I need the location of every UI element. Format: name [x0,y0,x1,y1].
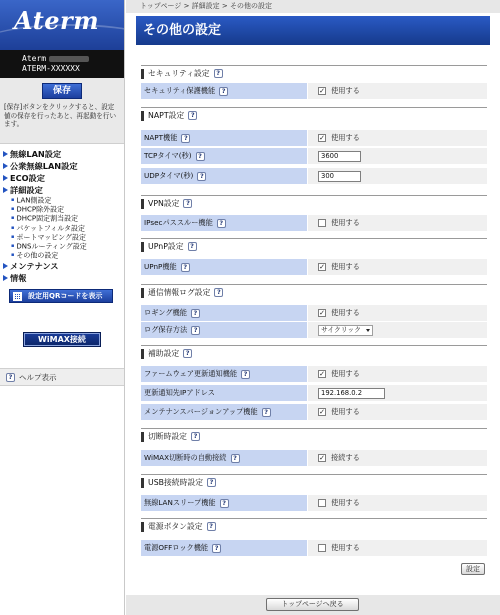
setting-label: UDPタイマ(秒) ? [141,168,308,184]
setting-value [308,148,487,164]
setting-label: 電源OFFロック機能 ? [141,540,308,556]
section-divider [141,195,487,196]
setting-value [308,404,487,420]
help-icon[interactable]: ? [220,499,229,508]
help-icon[interactable]: ? [262,408,271,417]
setting-label: NAPT機能 ? [141,130,308,146]
setting-label: 更新通知先IPアドレス [141,385,308,401]
wimax-connect-button[interactable]: WiMAX接続 [23,332,101,347]
security-protection-checkbox[interactable]: ✓ [319,86,325,95]
model-info [0,50,124,78]
chevron-down-icon [366,329,370,332]
setting-value [308,450,487,466]
setting-label: ファームウェア更新通知機能 ? [141,366,308,382]
aterm-logo [0,0,124,50]
wimax-auto-checkbox[interactable]: ✓ [319,453,325,462]
arrow-right-icon [3,187,8,193]
qr-code-icon [13,292,22,301]
setting-value [308,495,487,511]
section-security [141,67,487,80]
setting-value [308,305,487,321]
checkbox-label: 使用する [331,498,360,507]
notice-ip-input[interactable]: 192.168.0.2 [318,388,385,399]
help-icon[interactable]: ? [214,288,223,297]
help-icon[interactable]: ? [191,432,200,441]
section-power-title: 電源ボタン設定 [148,522,203,531]
section-divider [141,518,487,519]
section-divider [141,107,487,108]
section-disconnect [141,430,487,443]
nav-dns-routing[interactable]: ▪ DNSルーティング設定 [3,242,124,251]
help-icon[interactable]: ? [212,544,221,553]
setting-row-udp-timer [141,168,487,184]
qr-code-label: 設定用QRコードを表示 [28,292,103,301]
help-icon[interactable]: ? [183,199,192,208]
nav-dhcp-fixed[interactable]: ▪ DHCP固定割当設定 [3,214,124,223]
set-button[interactable]: 設定 [461,563,485,575]
setting-label: WiMAX切断時の自動接続 ? [141,450,308,466]
setting-label: ロギング機能 ? [141,305,308,321]
maintenance-update-checkbox[interactable]: ✓ [319,407,325,416]
section-marker [141,522,144,532]
section-divider [141,474,487,475]
setting-value [308,366,487,382]
section-marker [141,478,144,488]
help-icon[interactable]: ? [197,172,206,181]
logging-checkbox[interactable]: ✓ [319,308,325,317]
setting-row-wimax-auto [141,450,487,466]
arrow-right-icon [3,151,8,157]
help-icon[interactable]: ? [207,522,216,531]
section-divider [141,238,487,239]
tcp-timer-input[interactable]: 3600 [318,151,361,162]
power-off-lock-checkbox[interactable] [318,544,326,552]
nav-public-wireless[interactable]: 公衆無線LAN設定 [3,160,124,172]
section-marker [141,432,144,442]
setting-row-maintenance-update [141,404,487,420]
section-marker [141,242,144,252]
help-icon[interactable]: ? [183,349,192,358]
checkbox-label: 使用する [331,369,360,378]
section-marker [141,349,144,359]
wlan-sleep-checkbox[interactable] [318,499,326,507]
nav-packet-filter[interactable]: ▪ パケットフィルタ設定 [3,224,124,233]
help-icon[interactable]: ? [219,87,228,96]
section-log-title: 通信情報ログ設定 [148,288,211,297]
setting-row-tcp-timer [141,148,487,164]
setting-label: TCPタイマ(秒) ? [141,148,308,164]
arrow-right-icon [3,263,8,269]
help-display-link[interactable] [0,368,124,386]
section-usb [141,476,487,489]
model-name: ATERM-XXXXXX [22,64,80,73]
redacted-model [49,56,89,62]
setting-value [308,215,487,231]
firmware-notice-checkbox[interactable]: ✓ [319,369,325,378]
help-icon[interactable]: ? [231,454,240,463]
setting-label: ログ保存方法 ? [141,322,308,338]
main-content [126,0,500,615]
checkbox-label: 使用する [331,262,360,271]
qr-code-button[interactable] [9,289,113,303]
help-icon: ? [6,373,15,382]
help-icon[interactable]: ? [181,134,190,143]
setting-row-power-off-lock [141,540,487,556]
section-marker [141,111,144,121]
section-napt-title: NAPT設定 [148,111,185,120]
nav-lan-side[interactable]: ▪ LAN側設定 [3,196,124,205]
logo-text: Aterm [14,6,100,35]
setting-row-notice-ip [141,385,487,401]
checkbox-label: 使用する [331,86,360,95]
setting-value [308,168,487,184]
help-icon[interactable]: ? [188,111,197,120]
section-upnp-title: UPnP設定 [148,242,184,251]
nav-other[interactable]: ▪ その他の設定 [3,251,124,260]
setting-row-log-method [141,322,487,338]
section-log [141,286,487,299]
setting-value [308,540,487,556]
setting-row-napt-function [141,130,487,146]
setting-label: UPnP機能 ? [141,259,308,275]
section-upnp [141,240,487,253]
section-marker [141,199,144,209]
section-divider [141,428,487,429]
help-icon[interactable]: ? [217,219,226,228]
select-value: サイクリック [321,325,361,334]
save-area [0,78,124,144]
setting-row-upnp-function [141,259,487,275]
help-icon[interactable]: ? [191,326,200,335]
setting-value [308,385,487,401]
section-power [141,520,487,533]
help-icon[interactable]: ? [241,370,250,379]
napt-function-checkbox[interactable]: ✓ [319,133,325,142]
section-divider [141,345,487,346]
nav-eco[interactable]: ECO設定 [3,172,124,184]
section-aux [141,347,487,360]
section-disconnect-title: 切断時設定 [148,432,187,441]
nav-info[interactable]: 情報 [3,272,124,284]
nav-detail[interactable]: 詳細設定 [3,184,124,196]
setting-row-ipsec-passthrough [141,215,487,231]
setting-row-security-protection [141,83,487,99]
arrow-right-icon [3,275,8,281]
arrow-right-icon [3,175,8,181]
checkbox-label: 使用する [331,308,360,317]
log-method-select[interactable] [318,325,373,336]
section-marker [141,69,144,79]
setting-label: 無線LANスリープ機能 ? [141,495,308,511]
section-usb-title: USB接続時設定 [148,478,203,487]
sidebar [0,0,125,615]
checkbox-label: 使用する [331,407,360,416]
breadcrumb: トップページ > 詳細設定 > その他の設定 [126,0,500,13]
checkbox-label: 使用する [331,543,360,552]
section-security-title: セキュリティ設定 [148,69,210,78]
help-icon[interactable]: ? [207,478,216,487]
section-aux-title: 補助設定 [148,349,180,358]
setting-row-wlan-sleep [141,495,487,511]
help-icon[interactable]: ? [191,309,200,318]
setting-value [308,259,487,275]
setting-value [308,130,487,146]
setting-label: セキュリティ保護機能 ? [141,83,308,99]
checkbox-label: 使用する [331,218,360,227]
upnp-function-checkbox[interactable]: ✓ [319,262,325,271]
help-display-label: ヘルプ表示 [19,372,57,382]
checkbox-label: 使用する [331,133,360,142]
help-icon[interactable]: ? [181,263,190,272]
setting-label: IPsecパススルー機能 ? [141,215,308,231]
footer-bar [126,595,500,615]
setting-label: メンテナンスバージョンアップ機能 ? [141,404,308,420]
nav-maintenance[interactable]: メンテナンス [3,260,124,272]
setting-row-firmware-notice [141,366,487,382]
nav-dhcp-exclusion[interactable]: ▪ DHCP除外設定 [3,205,124,214]
section-marker [141,288,144,298]
setting-value [308,322,487,338]
save-button[interactable]: 保存 [42,83,82,99]
model-brand: Aterm [22,54,47,63]
help-icon[interactable]: ? [214,69,223,78]
arrow-right-icon [3,163,8,169]
ipsec-passthrough-checkbox[interactable] [318,219,326,227]
nav-port-mapping[interactable]: ▪ ポートマッピング設定 [3,233,124,242]
section-divider [141,65,487,66]
checkbox-label: 接続する [331,453,360,462]
section-divider [141,284,487,285]
help-icon[interactable]: ? [196,152,205,161]
udp-timer-input[interactable]: 300 [318,171,361,182]
section-vpn-title: VPN設定 [148,199,180,208]
nav-wireless-lan[interactable]: 無線LAN設定 [3,148,124,160]
save-note: [保存]ボタンをクリックすると、設定値の保存を行ったあと、再起動を行います。 [4,103,117,128]
help-icon[interactable]: ? [188,242,197,251]
sidebar-nav [0,144,124,284]
back-to-top-button[interactable]: トップページへ戻る [266,598,359,611]
page-title: その他の設定 [136,16,490,45]
setting-row-logging [141,305,487,321]
setting-value [308,83,487,99]
section-vpn [141,197,487,210]
section-napt [141,109,487,122]
